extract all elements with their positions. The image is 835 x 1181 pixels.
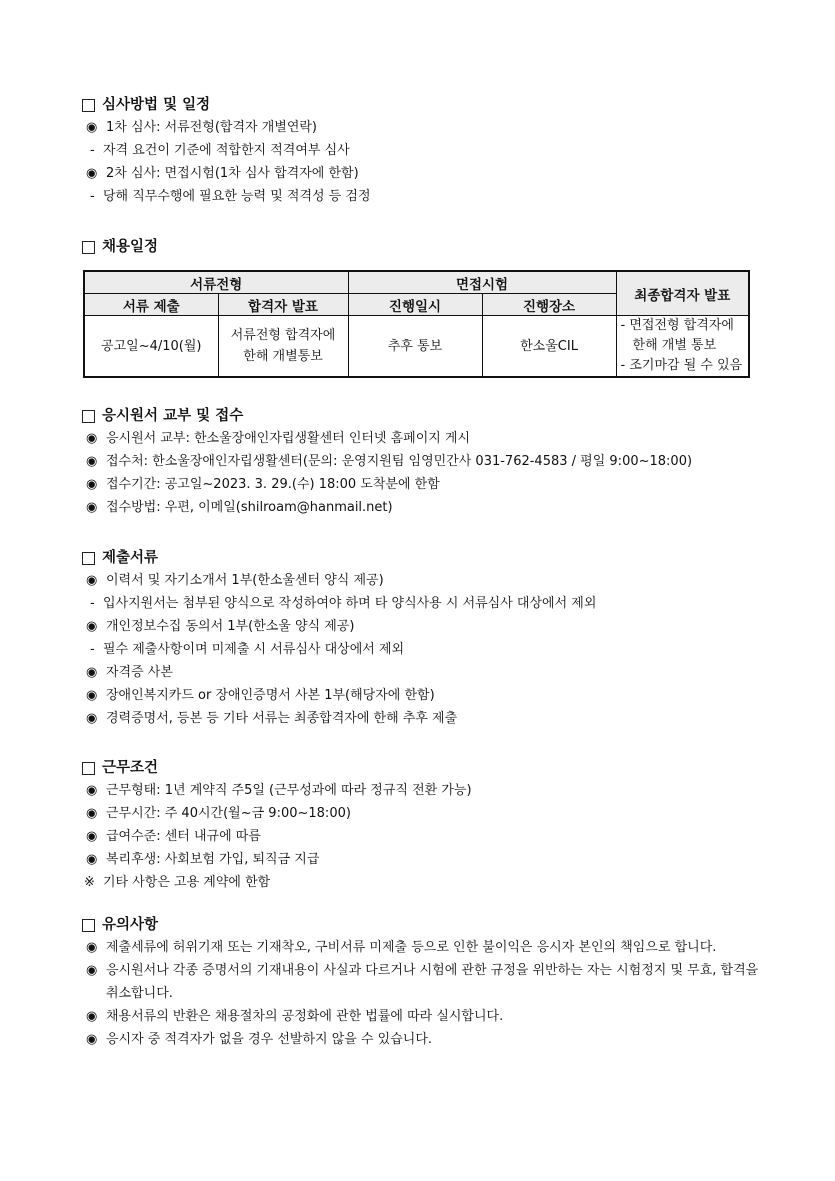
table-cell: 서류전형 합격자에 한해 개별통보 <box>218 316 348 378</box>
bullet-icon: ◉ <box>86 1032 98 1047</box>
section-documents <box>80 547 760 730</box>
list-item: ◉ 제출세류에 허위기재 또는 기재착오, 구비서류 미제출 등으로 인한 불이익은 응시자 본인의 책임으로 합니다. <box>80 936 760 959</box>
bullet-icon: ◉ <box>86 852 98 867</box>
bullet-icon: ◉ <box>86 665 98 680</box>
section-title: 제출서류 <box>80 547 760 569</box>
section-screening <box>80 94 760 208</box>
section-title: 유의사항 <box>80 914 760 936</box>
bullet-icon: ◉ <box>86 1009 98 1024</box>
bullet-icon: ◉ <box>86 573 98 588</box>
table-header: 진행일시 <box>348 294 482 316</box>
section-notes <box>80 914 760 1051</box>
bullet-icon: ◉ <box>86 711 98 726</box>
section-schedule <box>80 236 760 258</box>
table-cell: 공고일~4/10(월) <box>84 316 218 378</box>
list-item: ◉ 근무형태: 1년 계약직 주5일 (근무성과에 따라 정규직 전환 가능) <box>80 779 760 802</box>
checkbox-square-icon <box>82 241 95 254</box>
bullet-icon: ◉ <box>86 120 98 135</box>
bullet-icon: ◉ <box>86 829 98 844</box>
section-title: 응시원서 교부 및 접수 <box>80 405 760 427</box>
bullet-icon: ◉ <box>86 477 98 492</box>
list-item: ◉ 개인정보수집 동의서 1부(한소울 양식 제공) <box>80 615 760 638</box>
schedule-table <box>83 270 750 378</box>
list-item: ◉ 1차 심사: 서류전형(합격자 개별연락) <box>80 116 760 139</box>
list-item: ◉ 이력서 및 자기소개서 1부(한소울센터 양식 제공) <box>80 569 760 592</box>
list-item: ◉ 접수기간: 공고일~2023. 3. 29.(수) 18:00 도착분에 한함 <box>80 473 760 496</box>
list-item: ◉ 응시원서나 각종 증명서의 기재내용이 사실과 다르거나 시험에 관한 규정을 위반하는 자는 시험정지 및 무효, 합격을 취소합니다. <box>80 959 760 1005</box>
table-header: 서류 제출 <box>84 294 218 316</box>
bullet-icon: ◉ <box>86 688 98 703</box>
list-item: ◉ 응시자 중 적격자가 없을 경우 선발하지 않을 수 있습니다. <box>80 1028 760 1051</box>
section-application <box>80 405 760 519</box>
table-cell: 한소울CIL <box>482 316 616 378</box>
bullet-icon: ◉ <box>86 963 98 978</box>
bullet-icon: ◉ <box>86 619 98 634</box>
list-item: ◉ 근무시간: 주 40시간(월~금 9:00~18:00) <box>80 802 760 825</box>
section-title: 채용일정 <box>80 236 760 258</box>
checkbox-square-icon <box>82 99 95 112</box>
bullet-icon: ◉ <box>86 940 98 955</box>
section-title: 심사방법 및 일정 <box>80 94 760 116</box>
list-item: ◉ 경력증명서, 등본 등 기타 서류는 최종합격자에 한해 추후 제출 <box>80 707 760 730</box>
section-title: 근무조건 <box>80 757 760 779</box>
checkbox-square-icon <box>82 410 95 423</box>
bullet-icon: ◉ <box>86 500 98 515</box>
list-item: ◉ 복리후생: 사회보험 가입, 퇴직금 지급 <box>80 848 760 871</box>
table-header: 최종합격자 발표 <box>616 271 749 316</box>
bullet-icon: ◉ <box>86 431 98 446</box>
table-cell: - 면접전형 합격자에 한해 개별 통보 - 조기마감 될 수 있음 <box>616 316 749 378</box>
section-conditions <box>80 757 760 894</box>
list-item: ◉ 채용서류의 반환은 채용절차의 공정화에 관한 법률에 따라 실시합니다. <box>80 1005 760 1028</box>
table-header: 면접시험 <box>348 271 616 294</box>
list-item: ◉ 급여수준: 센터 내규에 따름 <box>80 825 760 848</box>
list-item: ◉ 접수방법: 우편, 이메일(shilroam@hanmail.net) <box>80 496 760 519</box>
list-item: - 필수 제출사항이며 미제출 시 서류심사 대상에서 제외 <box>90 642 405 657</box>
list-item: ◉ 장애인복지카드 or 장애인증명서 사본 1부(해당자에 한함) <box>80 684 760 707</box>
list-item: ◉ 2차 심사: 면접시험(1차 심사 합격자에 한함) <box>80 162 760 185</box>
checkbox-square-icon <box>82 762 95 775</box>
reference-mark-icon: ※ <box>84 875 95 890</box>
table-header: 합격자 발표 <box>218 294 348 316</box>
table-cell: 추후 통보 <box>348 316 482 378</box>
bullet-icon: ◉ <box>86 806 98 821</box>
list-item: ◉ 응시원서 교부: 한소울장애인자립생활센터 인터넷 홈페이지 게시 <box>80 427 760 450</box>
checkbox-square-icon <box>82 552 95 565</box>
bullet-icon: ◉ <box>86 783 98 798</box>
checkbox-square-icon <box>82 919 95 932</box>
list-item: ※ 기타 사항은 고용 계약에 한함 <box>80 871 760 894</box>
list-item: ◉ 자격증 사본 <box>80 661 760 684</box>
list-item: ◉ 접수처: 한소울장애인자립생활센터(문의: 운영지원팀 임영민간사 031-762-4583 / 평일 9:00~18:00) <box>80 450 760 473</box>
list-item: - 당해 직무수행에 필요한 능력 및 적격성 등 검정 <box>90 189 371 204</box>
list-item: - 자격 요건이 기준에 적합한지 적격여부 심사 <box>90 143 350 158</box>
table-header: 서류전형 <box>84 271 348 294</box>
list-item: - 입사지원서는 첨부된 양식으로 작성하여야 하며 타 양식사용 시 서류심사 대상에서 제외 <box>90 596 597 611</box>
bullet-icon: ◉ <box>86 454 98 469</box>
bullet-icon: ◉ <box>86 166 98 181</box>
table-header: 진행장소 <box>482 294 616 316</box>
